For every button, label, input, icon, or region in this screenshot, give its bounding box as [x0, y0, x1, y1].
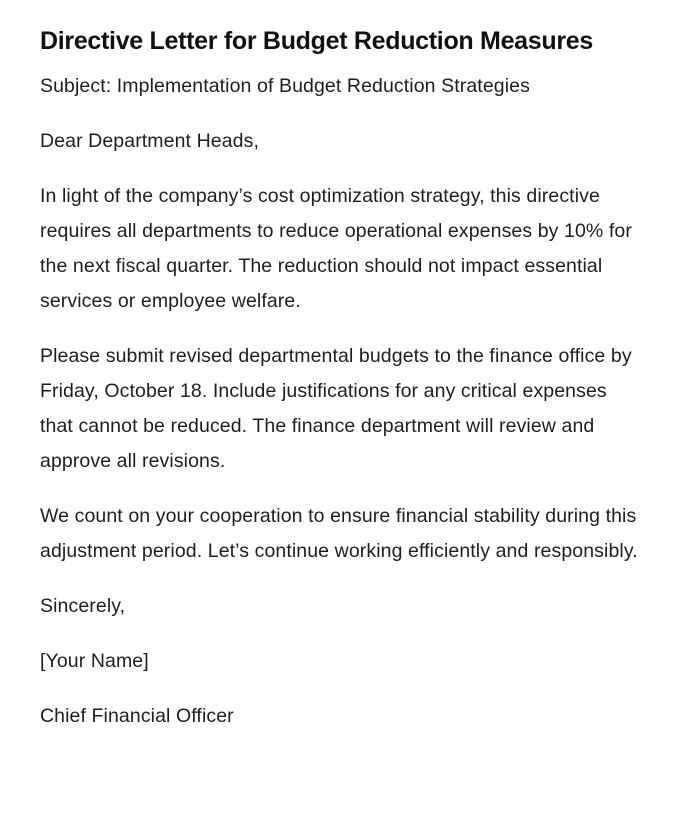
- letter-paragraph-budget-submission: Please submit revised departmental budgets to the finance office by Friday, October 18. Include justifications for any critical expenses that cannot be reduced. The finance department will review and approve all revisions.: [40, 345, 632, 472]
- letter-title: Directive Letter for Budget Reduction Measures: [40, 27, 593, 55]
- letter-paragraph-cost-reduction: In light of the company’s cost optimization strategy, this directive requires all departments to reduce operational expenses by 10% for the next fiscal quarter. The reduction should not impact essential services or employee welfare.: [40, 185, 632, 312]
- letter-subject: Subject: Implementation of Budget Reduction Strategies: [40, 75, 530, 97]
- letter-sender-title: Chief Financial Officer: [40, 705, 234, 727]
- letter-paragraph-cooperation: We count on your cooperation to ensure financial stability during this adjustment period. Let’s continue working efficiently and responsibly.: [40, 505, 638, 562]
- letter-salutation: Dear Department Heads,: [40, 130, 259, 152]
- letter-sender-name: [Your Name]: [40, 650, 149, 672]
- letter: [40, 24, 640, 734]
- letter-closing: Sincerely,: [40, 595, 126, 617]
